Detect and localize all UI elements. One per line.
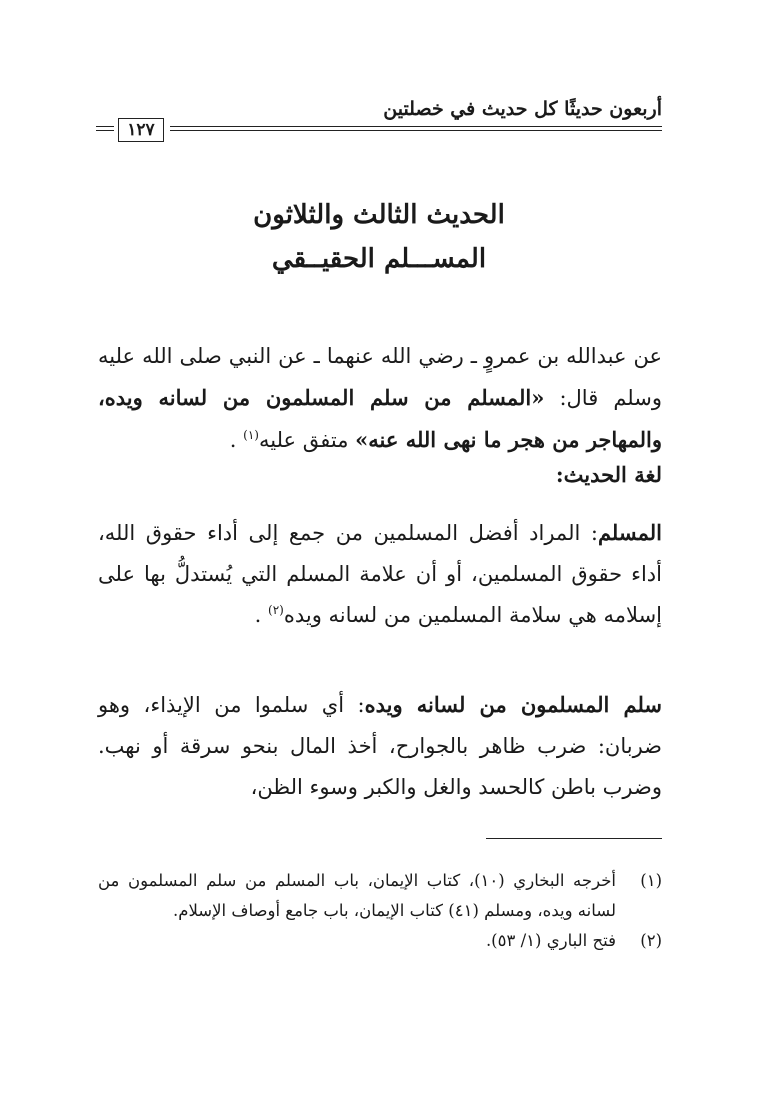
page-number: ١٢٧ — [118, 118, 164, 142]
salima-explanation: : أي سلموا من الإيذاء، وهو ضربان: ضرب ظاهر بالجوارح، أخذ المال بنحو سرقة أو نهب. وضرب باطن كالحسد والغل والكبر وسوء الظن، — [98, 693, 662, 799]
footnote-text: فتح الباري (١/ ٥٣). — [485, 931, 616, 950]
footnotes — [98, 866, 662, 956]
term-muslim: المسلم — [597, 520, 662, 545]
hadith-quote: «المسلم من سلم المسلمون من لسانه ويده، والمهاجر من هجر ما نهى الله عنه» — [98, 385, 662, 452]
footnote-number: (٢) — [640, 931, 662, 950]
muslim-explanation: : المراد أفضل المسلمين من جمع إلى أداء حقوق الله، أداء حقوق المسلمين، أو أن علامة المسلم التي يُستدلُّ بها على إسلامه هي سلامة المسلمين من لسانه ويده — [98, 521, 662, 627]
muslim-paragraph — [98, 512, 662, 636]
hadith-title: الحديث الثالث والثلاثون — [253, 200, 505, 230]
hadith-end: . — [229, 428, 244, 452]
term-salima: سلم المسلمون من لسانه ويده — [364, 692, 662, 717]
footnote-item — [98, 926, 662, 956]
footnote-separator — [486, 838, 662, 839]
footnote-item — [98, 866, 662, 926]
hadith-subtitle: المســـلم الحقيــقي — [271, 244, 487, 274]
footnote-text: أخرجه البخاري (١٠)، كتاب الإيمان، باب المسلم من سلم المسلمون من لسانه ويده، ومسلم (٤١) كتاب الإيمان، باب جامع أوصاف الإسلام. — [98, 871, 616, 920]
footnote-ref-2: (٢) — [268, 603, 284, 617]
header-double-rule-short — [96, 126, 114, 131]
muslim-end: . — [254, 603, 269, 627]
salima-paragraph — [98, 684, 662, 808]
hadith-source: متفق عليه — [258, 428, 356, 452]
footnote-ref-1: (١) — [243, 428, 259, 442]
hadith-intro: عن عبدالله بن عمروٍ ـ رضي الله عنهما ـ عن النبي صلى الله عليه وسلم قال: — [98, 344, 662, 410]
running-header-title: أربعون حديثًا كل حديث في خصلتين — [383, 98, 662, 120]
section-heading: لغة الحديث: — [555, 462, 662, 487]
footnote-number: (١) — [640, 871, 662, 890]
header-double-rule — [170, 126, 662, 131]
hadith-paragraph — [98, 336, 662, 461]
